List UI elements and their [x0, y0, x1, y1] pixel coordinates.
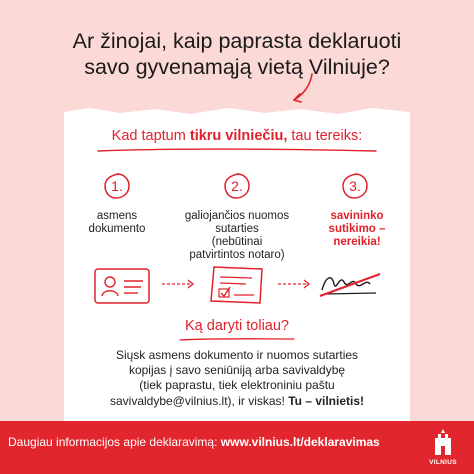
step-3-text: savininko sutikimo – nereikia!	[328, 210, 386, 248]
step-1-badge	[103, 172, 131, 200]
arrow-right-icon-1	[160, 278, 196, 290]
footer-text: Daugiau informacijos apie deklaravimą: www.vilnius.lt/deklaravimas	[8, 435, 380, 449]
footer-link[interactable]: www.vilnius.lt/deklaravimas	[220, 435, 380, 449]
castle-tower-icon	[432, 429, 454, 457]
step-3-badge	[341, 172, 369, 200]
logo-label: VILNIUS	[429, 459, 457, 466]
closing-highlight: Tu – vilnietis!	[288, 393, 365, 408]
signed-contract-icon	[208, 263, 266, 307]
curved-arrow-icon	[286, 72, 316, 106]
svg-text:3.: 3.	[349, 178, 361, 194]
intro-highlight: tikru vilniečiu,	[189, 128, 288, 144]
svg-text:2.: 2.	[231, 178, 243, 194]
crossed-signature-icon	[318, 266, 382, 302]
next-steps-title: Ką daryti toliau?	[185, 318, 289, 334]
info-card	[60, 106, 414, 442]
next-steps-body: Siųsk asmens dokumento ir nuomos sutarties kopijas į savo seniūniją arba savivaldybę (tiek paprastu, tiek elektroniniu paštu savivaldybe@vilnius.lt), ir viskas! Tu – vilnietis!	[109, 348, 365, 408]
svg-text:1.: 1.	[111, 178, 123, 194]
headline-line-1: Ar žinojai, kaip paprasta deklaruoti	[72, 29, 402, 53]
arrow-right-icon-2	[276, 278, 312, 290]
step-2-badge	[223, 172, 251, 200]
title-underline-stroke	[178, 336, 296, 342]
id-card-icon	[93, 266, 151, 306]
vilnius-logo	[424, 427, 462, 469]
underline-stroke	[96, 146, 378, 154]
intro-text: Kad taptum tikru vilniečiu, tau tereiks:	[111, 128, 363, 144]
step-2-text: galiojančios nuomos sutarties (nebūtinai patvirtintos notaro)	[184, 210, 290, 261]
headline	[0, 28, 474, 80]
footer-bar	[0, 421, 474, 474]
step-1-text: asmens dokumento	[88, 210, 146, 235]
headline-line-2: savo gyvenamąją vietą Vilniuje?	[84, 55, 390, 79]
